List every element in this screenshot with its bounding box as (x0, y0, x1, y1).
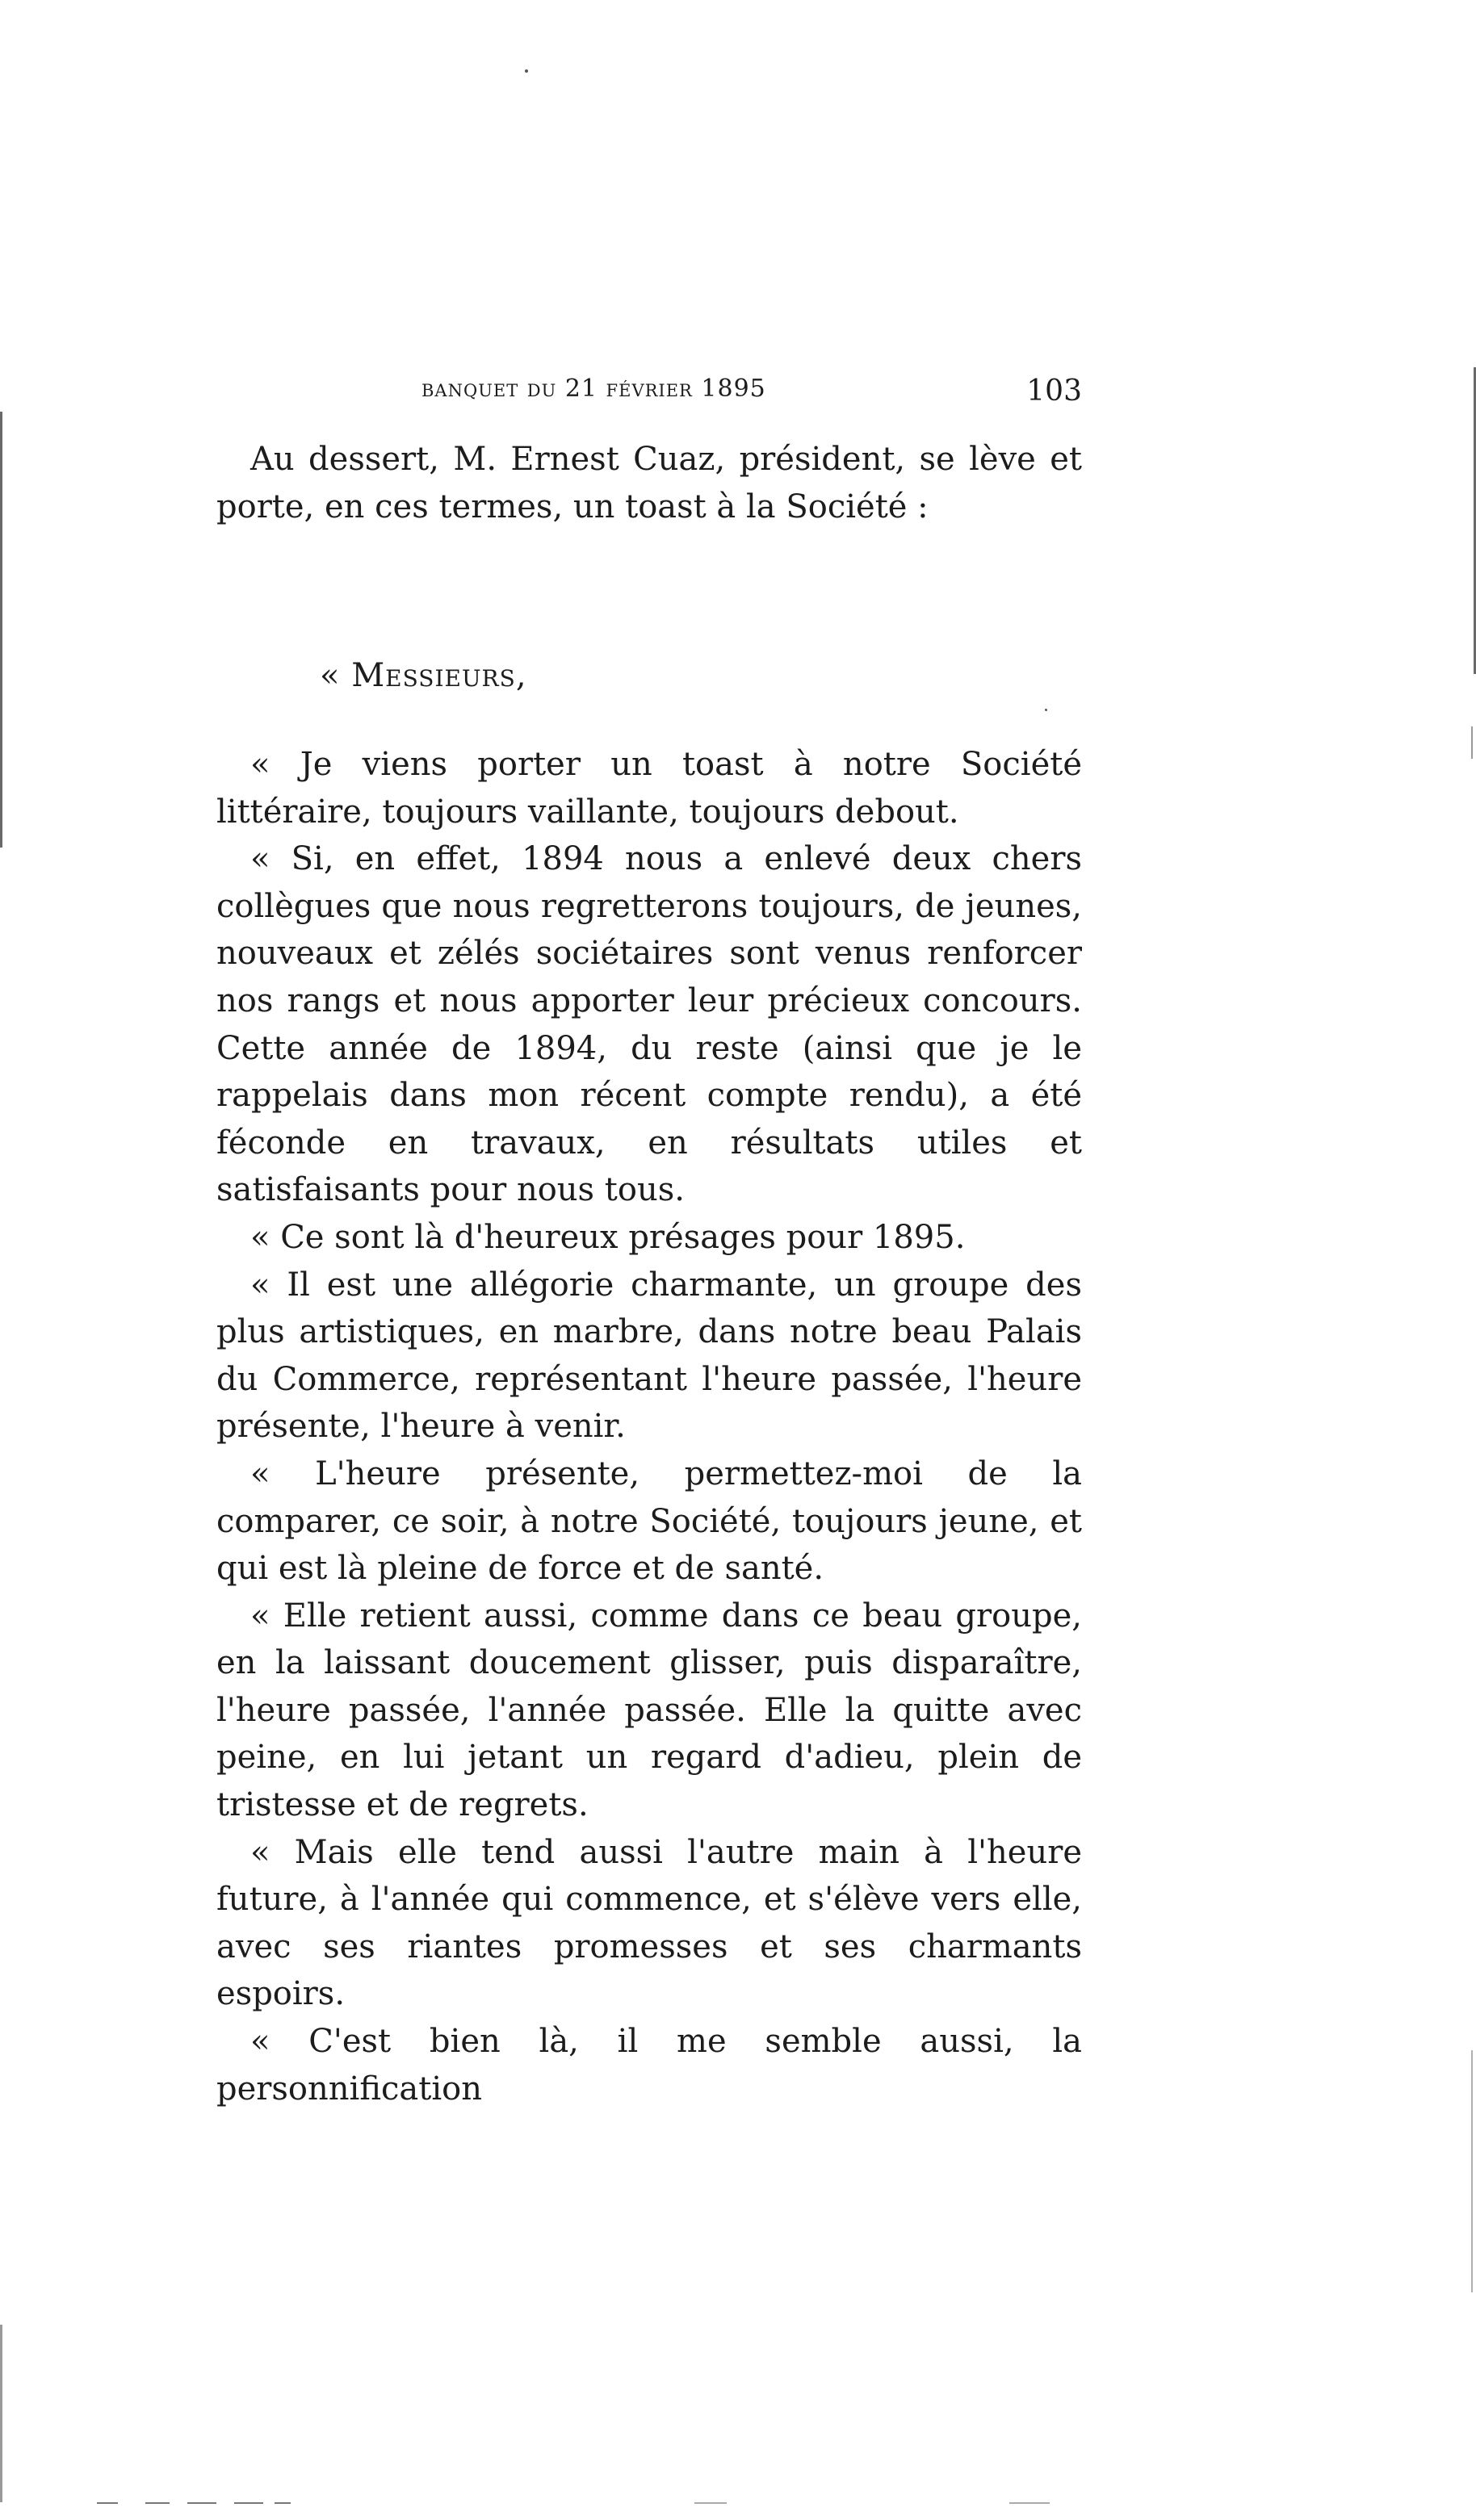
page-number: 103 (1026, 375, 1082, 408)
scan-dash (145, 2502, 170, 2504)
paragraph: « Mais elle tend aussi l'autre main à l'heure future, à l'année qui commence, et s'élève vers elle, avec ses riantes promesses et ses charmants espoirs. (216, 1833, 1082, 2013)
scan-dash (694, 2502, 727, 2504)
running-title: banquet du 21 février 1895 (421, 375, 766, 403)
paragraph: « Je viens porter un toast à notre Société littéraire, toujours vaillante, toujours debout. (216, 746, 1082, 831)
salutation: « Messieurs, (320, 657, 527, 694)
paragraph: « Elle retient aussi, comme dans ce beau groupe, en la laissant doucement glisser, puis disparaître, l'heure passée, l'année passée. Elle la quitte avec peine, en lui jetant un regard d'adieu, plein de tristesse et de regrets. (216, 1597, 1082, 1824)
paragraph: « L'heure présente, permettez-moi de la comparer, ce soir, à notre Société, toujours jeune, et qui est là pleine de force et de santé. (216, 1455, 1082, 1588)
scan-edge-line (1471, 726, 1473, 759)
running-head (216, 370, 1082, 410)
scan-speck (1045, 709, 1047, 711)
scan-speck (525, 69, 528, 73)
scan-dash (234, 2502, 263, 2504)
scan-edge-line (0, 2325, 2, 2502)
scan-dash (1009, 2502, 1050, 2504)
scan-edge-line (1471, 2050, 1473, 2292)
paragraph: « Il est une allégorie charmante, un groupe des plus artistiques, en marbre, dans notre beau Palais du Commerce, représentant l'heure passée, l'heure présente, l'heure à venir. (216, 1266, 1082, 1446)
scan-dash (97, 2502, 118, 2504)
intro-paragraph-block (216, 436, 1082, 530)
paragraph: « Si, en effet, 1894 nous a enlevé deux chers collègues que nous regretterons toujours, de jeunes, nouveaux et zélés sociétaires sont venus renforcer nos rangs et nous apporter leur précieux concours. Cette année de 1894, du reste (ainsi que je le rappelais dans mon récent compte rendu), a été féconde en travaux, en résultats utiles et satisfaisants pour nous tous. (216, 840, 1082, 1209)
speech-body (216, 741, 1082, 2112)
intro-paragraph: Au dessert, M. Ernest Cuaz, président, se lève et porte, en ces termes, un toast à la Société : (216, 441, 1082, 525)
paragraph: « Ce sont là d'heureux présages pour 1895. (250, 1218, 966, 1256)
scan-edge-line (0, 412, 2, 848)
paragraph: « C'est bien là, il me semble aussi, la personnification (216, 2023, 1082, 2108)
scan-dash (187, 2502, 216, 2504)
scan-dash (275, 2502, 291, 2504)
